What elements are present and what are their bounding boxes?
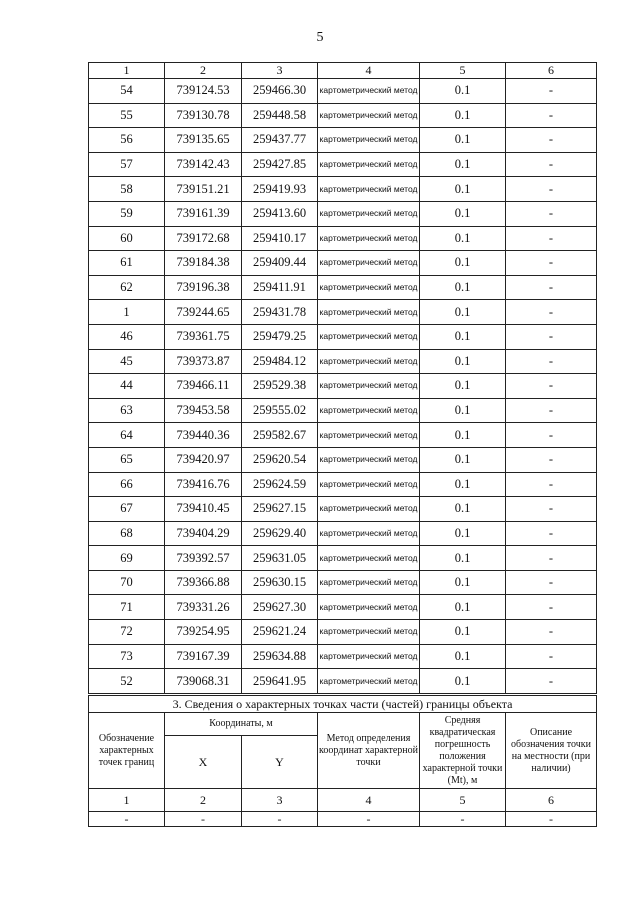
coord-y: 259431.78	[242, 300, 318, 325]
empty-row	[89, 812, 597, 827]
description: -	[506, 226, 597, 251]
description: -	[506, 79, 597, 104]
point-id: 59	[89, 201, 165, 226]
method: картометрический метод	[318, 595, 420, 620]
description: -	[506, 251, 597, 276]
empty-cell: -	[89, 812, 165, 827]
table-row	[89, 546, 597, 571]
coord-y: 259409.44	[242, 251, 318, 276]
coord-x: 739135.65	[165, 128, 242, 153]
column-numbers-row	[89, 63, 597, 79]
table-row	[89, 423, 597, 448]
coord-y: 259437.77	[242, 128, 318, 153]
method: картометрический метод	[318, 374, 420, 399]
coordinates-table	[88, 62, 597, 694]
column-number: 6	[506, 63, 597, 79]
table-row	[89, 349, 597, 374]
table-row	[89, 669, 597, 694]
point-id: 1	[89, 300, 165, 325]
header-error: Средняя квадратическая погрешность положения характерной точки (Mt), м	[420, 713, 506, 789]
coord-y: 259413.60	[242, 201, 318, 226]
coord-x: 739440.36	[165, 423, 242, 448]
point-id: 56	[89, 128, 165, 153]
coord-y: 259630.15	[242, 570, 318, 595]
accuracy: 0.1	[420, 447, 506, 472]
point-id: 55	[89, 103, 165, 128]
table-row	[89, 275, 597, 300]
description: -	[506, 349, 597, 374]
header-point: Обозначение характерных точек границ	[89, 713, 165, 789]
point-id: 68	[89, 521, 165, 546]
accuracy: 0.1	[420, 546, 506, 571]
table-row	[89, 300, 597, 325]
coord-y: 259620.54	[242, 447, 318, 472]
table-row	[89, 177, 597, 202]
point-id: 70	[89, 570, 165, 595]
point-id: 73	[89, 644, 165, 669]
method: картометрический метод	[318, 275, 420, 300]
description: -	[506, 595, 597, 620]
coord-y: 259411.91	[242, 275, 318, 300]
table-row	[89, 103, 597, 128]
description: -	[506, 128, 597, 153]
header-x: X	[165, 736, 242, 789]
coord-x: 739392.57	[165, 546, 242, 571]
point-id: 58	[89, 177, 165, 202]
accuracy: 0.1	[420, 472, 506, 497]
coord-x: 739130.78	[165, 103, 242, 128]
header-method: Метод определения координат характерной точки	[318, 713, 420, 789]
table-row	[89, 472, 597, 497]
point-id: 65	[89, 447, 165, 472]
method: картометрический метод	[318, 472, 420, 497]
method: картометрический метод	[318, 79, 420, 104]
point-id: 61	[89, 251, 165, 276]
description: -	[506, 497, 597, 522]
accuracy: 0.1	[420, 644, 506, 669]
coord-y: 259484.12	[242, 349, 318, 374]
coord-x: 739404.29	[165, 521, 242, 546]
column-number: 6	[506, 789, 597, 812]
coord-x: 739244.65	[165, 300, 242, 325]
description: -	[506, 324, 597, 349]
column-number: 5	[420, 63, 506, 79]
table-row	[89, 201, 597, 226]
accuracy: 0.1	[420, 521, 506, 546]
method: картометрический метод	[318, 398, 420, 423]
table-row	[89, 497, 597, 522]
coord-y: 259448.58	[242, 103, 318, 128]
coord-x: 739420.97	[165, 447, 242, 472]
method: картометрический метод	[318, 423, 420, 448]
accuracy: 0.1	[420, 226, 506, 251]
coord-x: 739172.68	[165, 226, 242, 251]
column-number: 2	[165, 789, 242, 812]
accuracy: 0.1	[420, 177, 506, 202]
description: -	[506, 521, 597, 546]
coord-y: 259529.38	[242, 374, 318, 399]
coord-x: 739151.21	[165, 177, 242, 202]
table-row	[89, 570, 597, 595]
point-id: 57	[89, 152, 165, 177]
point-id: 72	[89, 620, 165, 645]
description: -	[506, 300, 597, 325]
point-id: 60	[89, 226, 165, 251]
method: картометрический метод	[318, 497, 420, 522]
header-desc: Описание обозначения точки на местности (при наличии)	[506, 713, 597, 789]
accuracy: 0.1	[420, 570, 506, 595]
method: картометрический метод	[318, 324, 420, 349]
method: картометрический метод	[318, 177, 420, 202]
accuracy: 0.1	[420, 669, 506, 694]
method: картометрический метод	[318, 103, 420, 128]
table-row	[89, 251, 597, 276]
description: -	[506, 103, 597, 128]
coord-y: 259582.67	[242, 423, 318, 448]
method: картометрический метод	[318, 128, 420, 153]
description: -	[506, 177, 597, 202]
method: картометрический метод	[318, 447, 420, 472]
empty-cell: -	[506, 812, 597, 827]
description: -	[506, 546, 597, 571]
coord-y: 259621.24	[242, 620, 318, 645]
table-row	[89, 620, 597, 645]
accuracy: 0.1	[420, 349, 506, 374]
accuracy: 0.1	[420, 275, 506, 300]
coord-x: 739366.88	[165, 570, 242, 595]
description: -	[506, 201, 597, 226]
point-id: 69	[89, 546, 165, 571]
coord-x: 739142.43	[165, 152, 242, 177]
coord-y: 259641.95	[242, 669, 318, 694]
point-id: 71	[89, 595, 165, 620]
coord-x: 739254.95	[165, 620, 242, 645]
description: -	[506, 472, 597, 497]
coord-x: 739453.58	[165, 398, 242, 423]
coord-x: 739196.38	[165, 275, 242, 300]
table-row	[89, 152, 597, 177]
table-row	[89, 324, 597, 349]
coord-y: 259634.88	[242, 644, 318, 669]
method: картометрический метод	[318, 349, 420, 374]
column-number: 3	[242, 789, 318, 812]
accuracy: 0.1	[420, 423, 506, 448]
description: -	[506, 398, 597, 423]
description: -	[506, 620, 597, 645]
description: -	[506, 669, 597, 694]
empty-cell: -	[420, 812, 506, 827]
coord-y: 259627.15	[242, 497, 318, 522]
coord-x: 739373.87	[165, 349, 242, 374]
coord-x: 739167.39	[165, 644, 242, 669]
coord-y: 259631.05	[242, 546, 318, 571]
coord-x: 739124.53	[165, 79, 242, 104]
table-row	[89, 79, 597, 104]
coord-y: 259419.93	[242, 177, 318, 202]
empty-cell: -	[318, 812, 420, 827]
accuracy: 0.1	[420, 251, 506, 276]
coord-x: 739361.75	[165, 324, 242, 349]
point-id: 63	[89, 398, 165, 423]
coord-y: 259627.30	[242, 595, 318, 620]
accuracy: 0.1	[420, 374, 506, 399]
coord-y: 259555.02	[242, 398, 318, 423]
accuracy: 0.1	[420, 324, 506, 349]
point-id: 54	[89, 79, 165, 104]
column-number: 2	[165, 63, 242, 79]
section3-title: 3. Сведения о характерных точках части (частей) границы объекта	[89, 696, 597, 713]
accuracy: 0.1	[420, 398, 506, 423]
method: картометрический метод	[318, 669, 420, 694]
coord-x: 739161.39	[165, 201, 242, 226]
coord-x: 739331.26	[165, 595, 242, 620]
point-id: 67	[89, 497, 165, 522]
column-number: 3	[242, 63, 318, 79]
table-row	[89, 447, 597, 472]
accuracy: 0.1	[420, 79, 506, 104]
coord-y: 259629.40	[242, 521, 318, 546]
description: -	[506, 152, 597, 177]
method: картометрический метод	[318, 251, 420, 276]
coord-x: 739184.38	[165, 251, 242, 276]
method: картометрический метод	[318, 521, 420, 546]
accuracy: 0.1	[420, 300, 506, 325]
point-id: 45	[89, 349, 165, 374]
accuracy: 0.1	[420, 620, 506, 645]
section3-table	[88, 695, 597, 827]
column-numbers-row	[89, 789, 597, 812]
column-number: 4	[318, 789, 420, 812]
description: -	[506, 374, 597, 399]
empty-cell: -	[165, 812, 242, 827]
point-id: 66	[89, 472, 165, 497]
page-number: 5	[316, 30, 324, 45]
method: картометрический метод	[318, 546, 420, 571]
method: картометрический метод	[318, 570, 420, 595]
coord-x: 739416.76	[165, 472, 242, 497]
method: картометрический метод	[318, 201, 420, 226]
coord-x: 739466.11	[165, 374, 242, 399]
coord-y: 259624.59	[242, 472, 318, 497]
coord-y: 259410.17	[242, 226, 318, 251]
column-number: 1	[89, 63, 165, 79]
coord-x: 739068.31	[165, 669, 242, 694]
table-row	[89, 644, 597, 669]
description: -	[506, 275, 597, 300]
description: -	[506, 423, 597, 448]
description: -	[506, 570, 597, 595]
accuracy: 0.1	[420, 497, 506, 522]
table-row	[89, 374, 597, 399]
method: картометрический метод	[318, 300, 420, 325]
table-row	[89, 128, 597, 153]
point-id: 64	[89, 423, 165, 448]
column-number: 5	[420, 789, 506, 812]
accuracy: 0.1	[420, 128, 506, 153]
description: -	[506, 644, 597, 669]
point-id: 52	[89, 669, 165, 694]
coord-y: 259479.25	[242, 324, 318, 349]
table-row	[89, 521, 597, 546]
description: -	[506, 447, 597, 472]
table-row	[89, 226, 597, 251]
point-id: 46	[89, 324, 165, 349]
accuracy: 0.1	[420, 201, 506, 226]
empty-cell: -	[242, 812, 318, 827]
column-number: 4	[318, 63, 420, 79]
column-number: 1	[89, 789, 165, 812]
header-coords: Координаты, м	[165, 713, 318, 736]
method: картометрический метод	[318, 226, 420, 251]
coord-y: 259466.30	[242, 79, 318, 104]
method: картометрический метод	[318, 620, 420, 645]
coord-y: 259427.85	[242, 152, 318, 177]
accuracy: 0.1	[420, 595, 506, 620]
method: картометрический метод	[318, 644, 420, 669]
accuracy: 0.1	[420, 152, 506, 177]
header-y: Y	[242, 736, 318, 789]
table-row	[89, 398, 597, 423]
point-id: 44	[89, 374, 165, 399]
accuracy: 0.1	[420, 103, 506, 128]
point-id: 62	[89, 275, 165, 300]
table-row	[89, 595, 597, 620]
coord-x: 739410.45	[165, 497, 242, 522]
method: картометрический метод	[318, 152, 420, 177]
